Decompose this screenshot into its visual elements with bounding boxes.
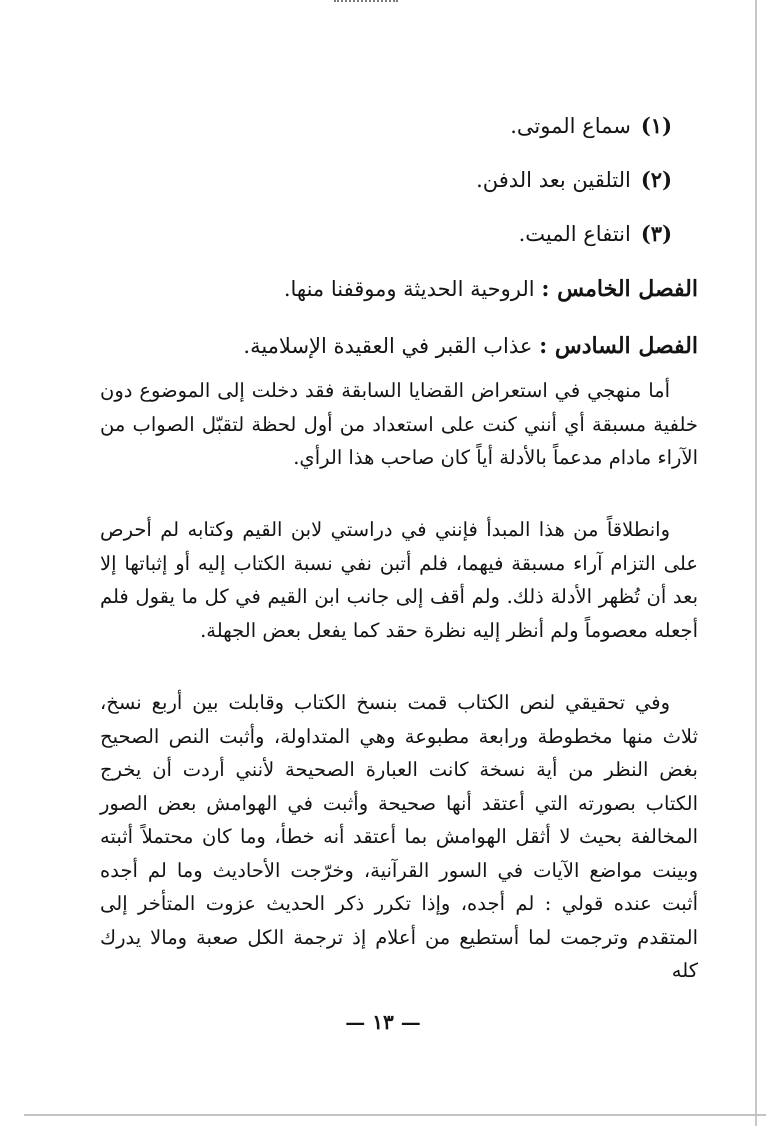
- list-item: [510, 113, 672, 138]
- chapter-line: [243, 333, 698, 359]
- paragraph: أما منهجي في استعراض القضايا السابقة فقد دخلت إلى الموضوع دون خلفية مسبقة أي أنني كنت على استعداد من أول لحظة لتقبّل الصواب من الآراء مادام مدعماً بالأدلة أياً كان صاحب هذا الرأي.: [100, 379, 698, 469]
- list-item-number: (٣): [640, 221, 672, 246]
- chapter-line: [284, 276, 698, 302]
- chapter-text: الروحية الحديثة وموقفنا منها.: [283, 277, 535, 301]
- page-number: — ١٣ —: [345, 1010, 421, 1034]
- list-item-number: (٢): [640, 167, 672, 192]
- list-item-text: سماع الموتى.: [510, 114, 631, 138]
- chapter-title: الفصل السادس :: [539, 333, 698, 359]
- chapter-title: الفصل الخامس :: [541, 276, 698, 302]
- list-item: [519, 221, 672, 246]
- paragraph: وانطلاقاً من هذا المبدأ فإنني في دراستي لابن القيم وكتابه لم أحرص على التزام آراء مسبقة فيهما، فلم أتبن نفي نسبة الكتاب إليه أو إثباتها إلا بعد أن تُظهر الأدلة ذلك. ولم أقف إلى جانب ابن القيم في كل ما يقول فلم أجعله معصوماً ولم أنظر إليه نظرة حقد كما يفعل بعض الجهلة.: [100, 518, 698, 642]
- paragraph: وفي تحقيقي لنص الكتاب قمت بنسخ الكتاب وقابلت بين أربع نسخ، ثلاث منها مخطوطة ورابعة مطبوعة وهي المتداولة، وأثبت النص الصحيح بغض النظر من أية نسخة كانت العبارة الصحيحة لأنني أردت أن يخرج الكتاب بصورته التي أعتقد أنها صحيحة وأثبت في الهوامش بعض الصور المخالفة بحيث لا أثقل الهوامش بما أعتقد أنه خطأ، وما كان محتملاً أثبته وبينت مواضع الآيات في السور القرآنية، وخرّجت الأحاديث وما لم أجده أثبت عنده قولي : لم أجده، وإذا تكرر ذكر الحديث عزوت المتأخر إلى المتقدم وترجمت لما أستطيع من أعلام إذ ترجمة الكل صعبة ومالا يدرك كله: [100, 691, 698, 982]
- list-item-text: انتفاع الميت.: [518, 222, 631, 246]
- list-item-text: التلقين بعد الدفن.: [476, 168, 631, 192]
- chapter-text: عذاب القبر في العقيدة الإسلامية.: [243, 334, 533, 358]
- list-item-number: (١): [640, 113, 672, 138]
- scan-edge-right: [755, 0, 757, 1126]
- top-dotted-mark: [334, 0, 398, 2]
- list-item: [476, 167, 672, 192]
- scan-edge-bottom: [24, 1114, 766, 1116]
